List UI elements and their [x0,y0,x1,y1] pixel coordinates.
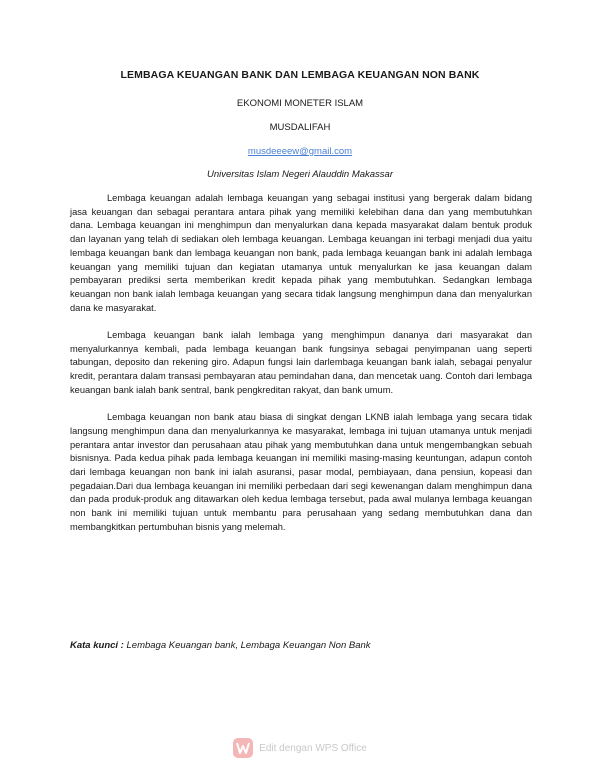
keywords-value: Lembaga Keuangan bank, Lembaga Keuangan Non Bank [126,640,371,651]
keywords [70,640,532,651]
watermark-text: Edit dengan WPS Office [259,742,367,754]
author-email-link[interactable]: musdeeeew@gmail.com [247,146,353,157]
paper-title: LEMBAGA KEUANGAN BANK DAN LEMBAGA KEUANGAN NON BANK [120,69,480,81]
wps-logo-icon [233,738,253,758]
author-name: MUSDALIFAH [269,122,331,133]
wps-watermark[interactable] [0,738,600,758]
paper-subtitle: EKONOMI MONETER ISLAM [236,98,364,109]
body-paragraph: Lembaga keuangan adalah lembaga keuangan yang sebagai institusi yang bergerak dalam bidang jasa keuangan dan sebagai perantara antara pihak yang memiliki kelebihan dana dan yang membutuhkan dana. Lembaga keuangan ini menghimpun dan menyalurkan dana kepada masyarakat dalam bentuk produk dan layanan yang telah di sediakan oleh lembaga keuangan. Lembaga keuangan ini terbagi menjadi dua yaitu lembaga keuangan bank dan lembaga keuangan non bank, pada lembaga keuangan bank ini adalah lembaga keuangan yang memiliki tujuan dan kegiatan utamanya untuk menyalurkan ke jasa keuangan dalam pembayaran prediksi serta memberikan kredit kepada pihak yang membutuhkan. Sedangkan lembaga keuangan non bank ialah lembaga keuangan yang secara tidak langsung menghimpun dana dan menyalurkan dana ke masyarakat. [70,193,532,313]
keywords-label: Kata kunci : [70,640,124,651]
paper-body [70,192,532,548]
author-affiliation: Universitas Islam Negeri Alauddin Makassar [206,169,394,180]
body-paragraph: Lembaga keuangan bank ialah lembaga yang menghimpun dananya dari masyarakat dan menyalurkannya kembali, pada lembaga keuangan bank fungsinya sebagai penyimpanan uang seperti tabungan, deposito dan rekening giro. Adapun fungsi lain darlembaga keuangan bank ialah, sebagai penyalur kredit, perantara dalam transasi pembayaran atau pemindahan dana, dan mencetak uang. Contoh dari lembaga keuangan bank ialah bank sentral, bank pengkreditan rakyat, dan bank umum. [70,330,532,395]
body-paragraph: Lembaga keuangan non bank atau biasa di singkat dengan LKNB ialah lembaga yang secara tidak langsung menghimpun dana dan menyalurkannya ke masyarakat, lembaga ini tujuan utamanya untuk menjadi perantara antar investor dan perusahaan atau pihak yang membutuhkan dana untuk mengembangkan sebuah bisnisnya. Pada kedua pihak pada lembaga keuangan ini memiliki masing-masing keuntungan, adapun contoh dari lembaga keuangan non bank ini ialah asuransi, pasar modal, pembiayaan, dana pensiun, kopeasi dan pegadaian.Dari dua lembaga keuangan ini memiliki perbedaan dari segi kewenangan dalam menghimpun dana dan pada produk-produk ang ditawarkan oleh kedua lembaga tersebut, pada awal mulanya lembaga keuangan non bank ini memiliki tujuan untuk membantu para perusahaan yang sedang membutuhkan dana dan membangkitkan pertumbuhan bisnis yang melemah. [70,412,532,532]
